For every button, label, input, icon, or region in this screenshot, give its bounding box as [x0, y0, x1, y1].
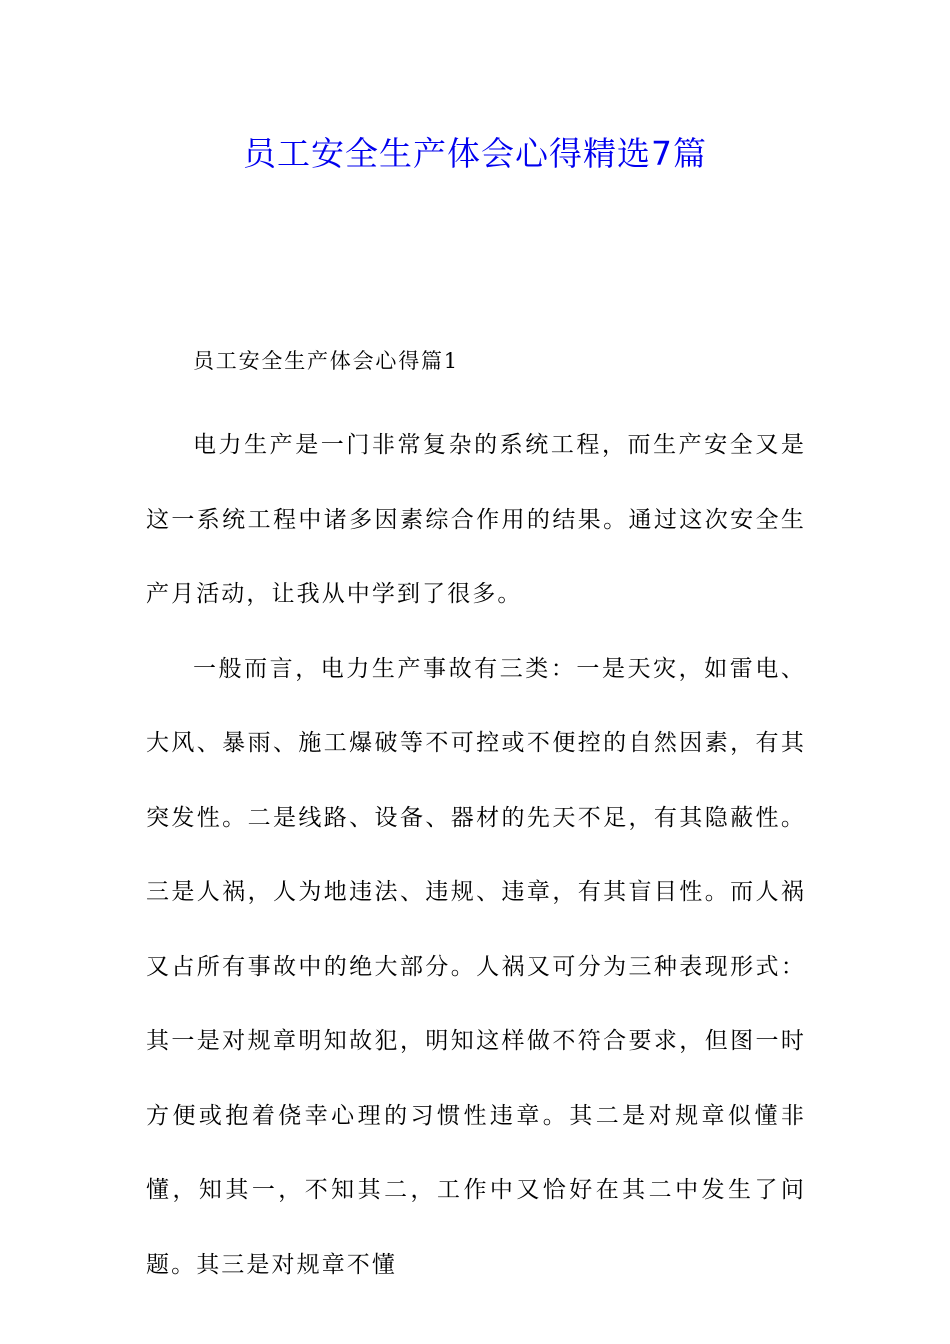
document-body — [146, 335, 806, 1302]
section-heading: 员工安全生产体会心得篇1 — [193, 349, 459, 373]
paragraph-2: 一般而言，电力生产事故有三类：一是天灾，如雷电、大风、暴雨、施工爆破等不可控或不便控的自然因素，有其突发性。二是线路、设备、器材的先天不足，有其隐蔽性。三是人祸，人为地违法、违规、违章，有其盲目性。而人祸又占所有事故中的绝大部分。人祸又可分为三种表现形式：其一是对规章明知故犯，明知这样做不符合要求，但图一时方便或抱着侥幸心理的习惯性违章。其二是对规章似懂非懂，知其一，不知其二，工作中又恰好在其二中发生了问题。其三是对规章不懂 — [146, 655, 806, 1278]
document-title: 员工安全生产体会心得精选7篇 — [243, 134, 707, 173]
paragraph-1: 电力生产是一门非常复杂的系统工程，而生产安全又是这一系统工程中诸多因素综合作用的结果。通过这次安全生产月活动，让我从中学到了很多。 — [146, 432, 806, 607]
